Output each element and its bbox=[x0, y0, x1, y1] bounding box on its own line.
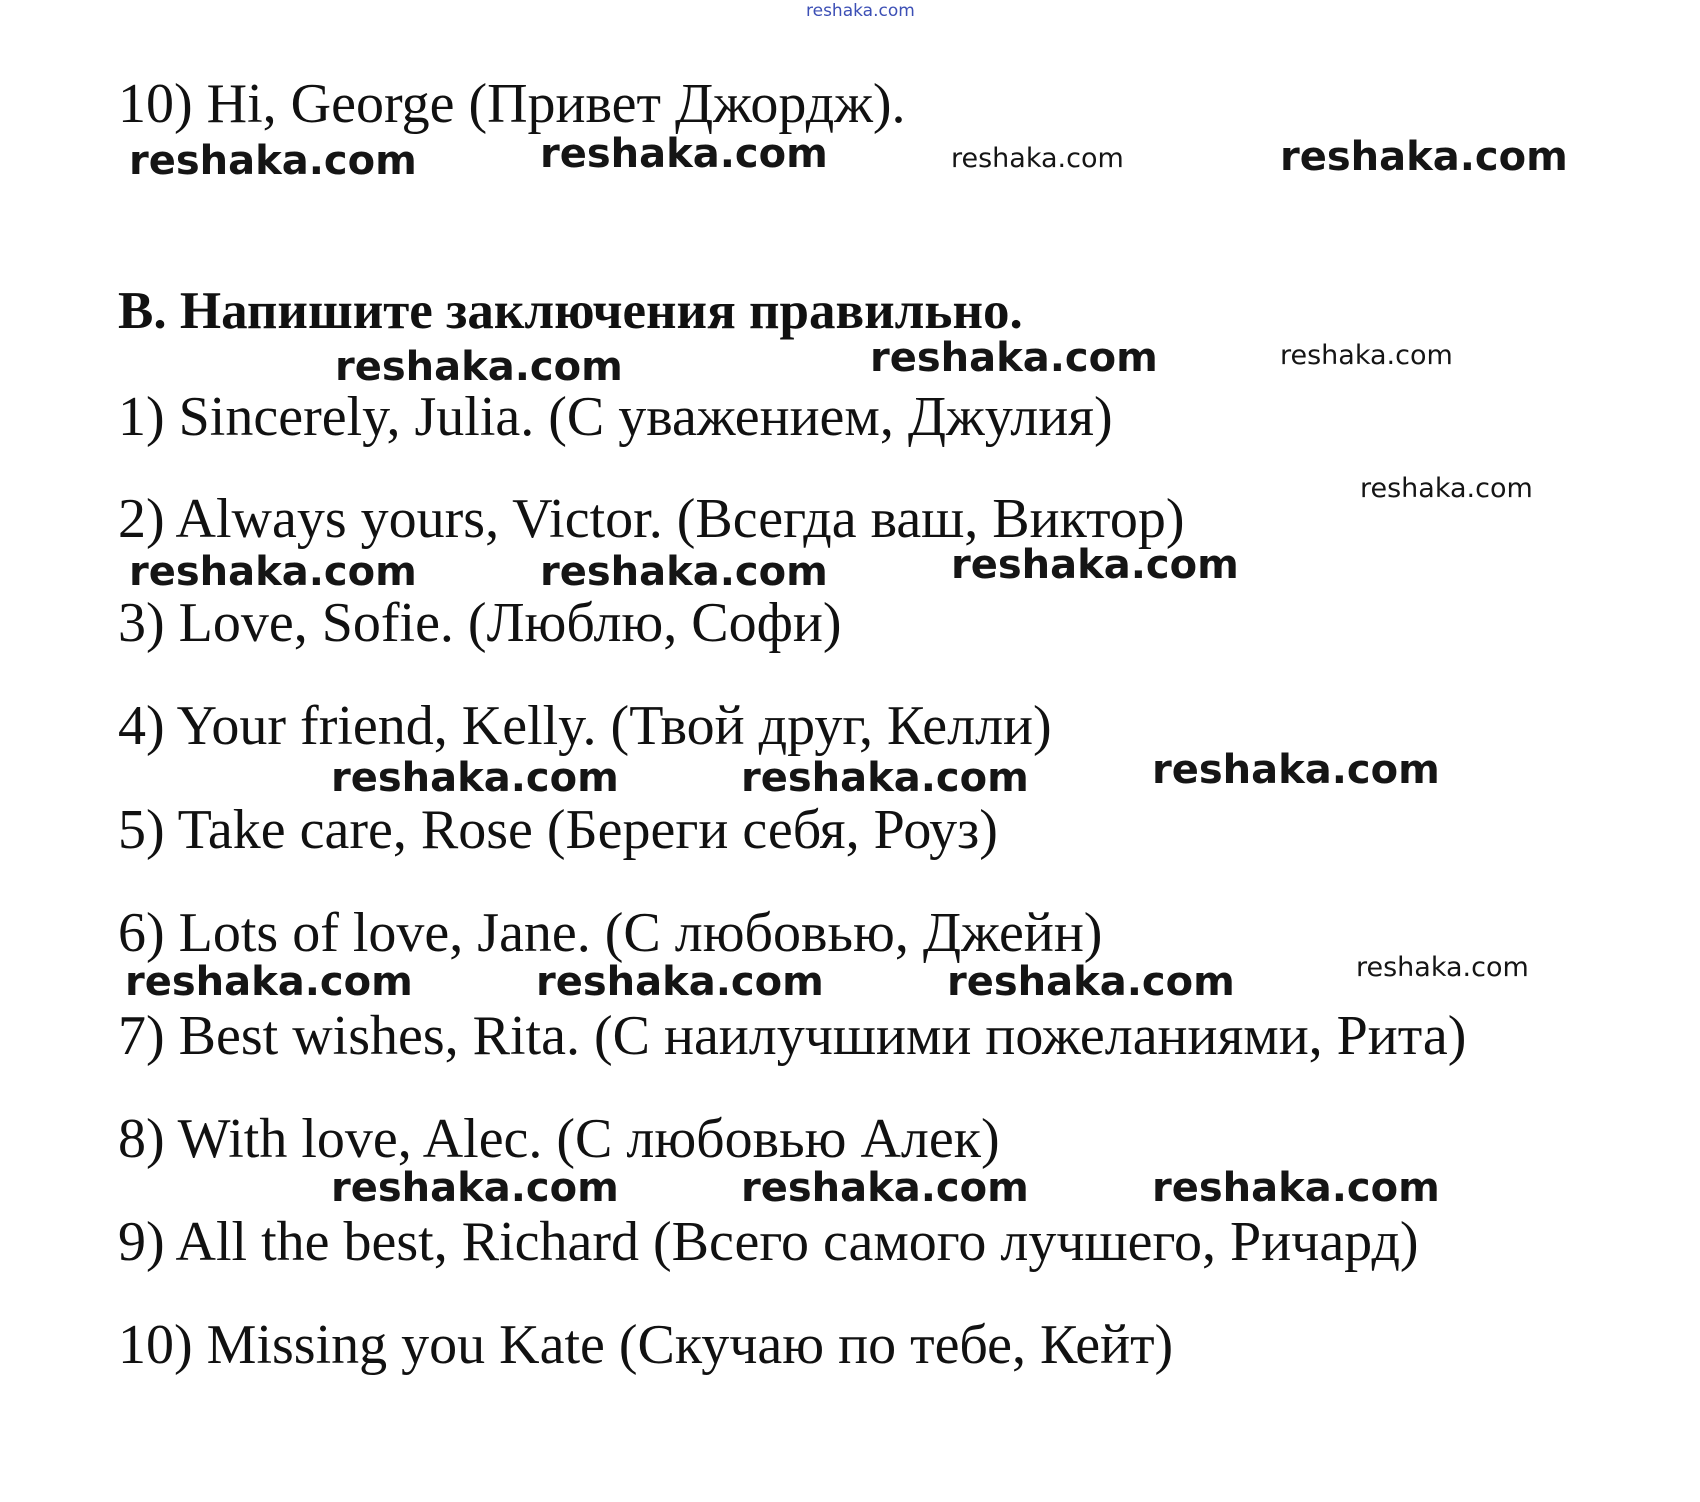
closing-item-10: 10) Missing you Kate (Скучаю по тебе, Кейт) bbox=[118, 1314, 1174, 1376]
watermark: reshaka.com bbox=[1360, 473, 1533, 504]
watermark: reshaka.com bbox=[129, 549, 417, 595]
closing-item-7: 7) Best wishes, Rita. (С наилучшими пожеланиями, Рита) bbox=[118, 1005, 1467, 1067]
watermark: reshaka.com bbox=[1152, 747, 1440, 793]
watermark: reshaka.com bbox=[540, 131, 828, 177]
watermark: reshaka.com bbox=[1280, 134, 1568, 180]
watermark: reshaka.com bbox=[947, 959, 1235, 1005]
section-heading: B. Напишите заключения правильно. bbox=[118, 282, 1023, 340]
watermark: reshaka.com bbox=[331, 755, 619, 801]
watermark: reshaka.com bbox=[951, 542, 1239, 588]
closing-item-3: 3) Love, Sofie. (Люблю, Софи) bbox=[118, 592, 842, 654]
watermark: reshaka.com bbox=[951, 143, 1124, 174]
watermark: reshaka.com bbox=[125, 959, 413, 1005]
watermark: reshaka.com bbox=[1152, 1165, 1440, 1211]
watermark: reshaka.com bbox=[335, 344, 623, 390]
watermark: reshaka.com bbox=[331, 1165, 619, 1211]
closing-item-4: 4) Your friend, Kelly. (Твой друг, Келли) bbox=[118, 695, 1052, 757]
watermark-top: reshaka.com bbox=[806, 1, 915, 21]
watermark: reshaka.com bbox=[540, 549, 828, 595]
closing-item-2: 2) Always yours, Victor. (Всегда ваш, Виктор) bbox=[118, 488, 1185, 550]
watermark: reshaka.com bbox=[870, 335, 1158, 381]
watermark: reshaka.com bbox=[741, 755, 1029, 801]
watermark: reshaka.com bbox=[1280, 340, 1453, 371]
closing-item-1: 1) Sincerely, Julia. (С уважением, Джулия) bbox=[118, 386, 1113, 448]
closing-item-6: 6) Lots of love, Jane. (С любовью, Джейн) bbox=[118, 902, 1103, 964]
watermark: reshaka.com bbox=[129, 138, 417, 184]
previous-item-10: 10) Hi, George (Привет Джордж). bbox=[118, 73, 906, 135]
closing-item-8: 8) With love, Alec. (С любовью Алек) bbox=[118, 1108, 1000, 1170]
watermark: reshaka.com bbox=[1356, 952, 1529, 983]
watermark: reshaka.com bbox=[536, 959, 824, 1005]
closing-item-5: 5) Take care, Rose (Береги себя, Роуз) bbox=[118, 799, 998, 861]
watermark: reshaka.com bbox=[741, 1165, 1029, 1211]
closing-item-9: 9) All the best, Richard (Всего самого лучшего, Ричард) bbox=[118, 1211, 1419, 1273]
